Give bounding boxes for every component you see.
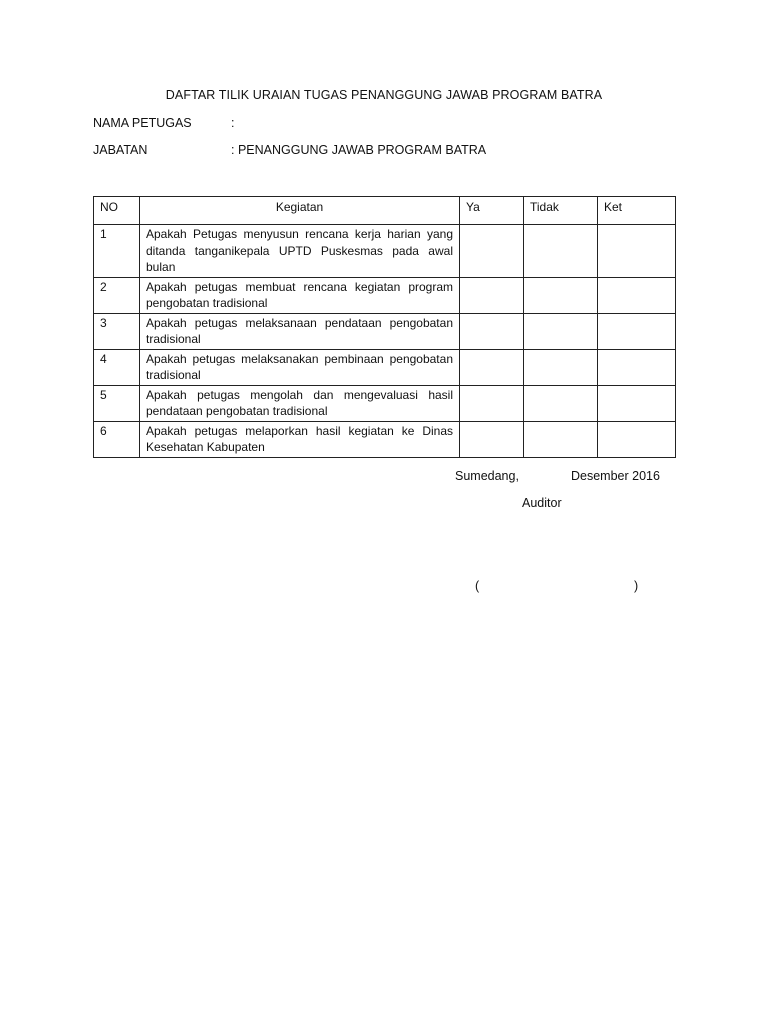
row-no: 6 [94, 421, 140, 457]
row-ya-cell [460, 421, 524, 457]
table-header-row [94, 197, 676, 225]
row-ya-cell [460, 313, 524, 349]
row-tidak-cell [524, 277, 598, 313]
row-ket-cell [598, 421, 676, 457]
row-kegiatan: Apakah petugas membuat rencana kegiatan program pengobatan tradisional [140, 277, 460, 313]
row-tidak-cell [524, 225, 598, 278]
checklist-table [93, 196, 676, 458]
signature-place: Sumedang, [455, 469, 519, 483]
row-ket-cell [598, 385, 676, 421]
header-no: NO [94, 197, 140, 225]
row-ya-cell [460, 277, 524, 313]
signature-date: Desember 2016 [571, 469, 660, 483]
document-title: DAFTAR TILIK URAIAN TUGAS PENANGGUNG JAWAB PROGRAM BATRA [165, 88, 603, 102]
header-kegiatan: Kegiatan [140, 197, 460, 225]
row-ket-cell [598, 313, 676, 349]
row-kegiatan: Apakah petugas mengolah dan mengevaluasi hasil pendataan pengobatan tradisional [140, 385, 460, 421]
row-ya-cell [460, 349, 524, 385]
row-tidak-cell [524, 385, 598, 421]
row-tidak-cell [524, 421, 598, 457]
row-no: 3 [94, 313, 140, 349]
signature-paren-close: ) [634, 579, 639, 593]
header-tidak: Tidak [524, 197, 598, 225]
table-row [94, 421, 676, 457]
row-kegiatan: Apakah petugas melaporkan hasil kegiatan ke Dinas Kesehatan Kabupaten [140, 421, 460, 457]
header-ya: Ya [460, 197, 524, 225]
signature-role: Auditor [522, 496, 562, 510]
row-ket-cell [598, 349, 676, 385]
row-tidak-cell [524, 313, 598, 349]
row-kegiatan: Apakah petugas melaksanaan pendataan pengobatan tradisional [140, 313, 460, 349]
table-row [94, 313, 676, 349]
row-no: 5 [94, 385, 140, 421]
nama-petugas-value: : [231, 116, 235, 130]
signature-paren-open: ( [475, 579, 480, 593]
row-no: 4 [94, 349, 140, 385]
row-kegiatan: Apakah Petugas menyusun rencana kerja harian yang ditanda tanganikepala UPTD Puskesmas pada awal bulan [140, 225, 460, 278]
row-ket-cell [598, 277, 676, 313]
row-kegiatan: Apakah petugas melaksanakan pembinaan pengobatan tradisional [140, 349, 460, 385]
table-row [94, 349, 676, 385]
table-row [94, 277, 676, 313]
row-ya-cell [460, 385, 524, 421]
row-no: 1 [94, 225, 140, 278]
row-ket-cell [598, 225, 676, 278]
jabatan-label: JABATAN [93, 143, 148, 157]
table-row [94, 385, 676, 421]
row-ya-cell [460, 225, 524, 278]
jabatan-value: : PENANGGUNG JAWAB PROGRAM BATRA [231, 143, 487, 157]
nama-petugas-label: NAMA PETUGAS [93, 116, 192, 130]
header-ket: Ket [598, 197, 676, 225]
row-no: 2 [94, 277, 140, 313]
row-tidak-cell [524, 349, 598, 385]
table-row [94, 225, 676, 278]
